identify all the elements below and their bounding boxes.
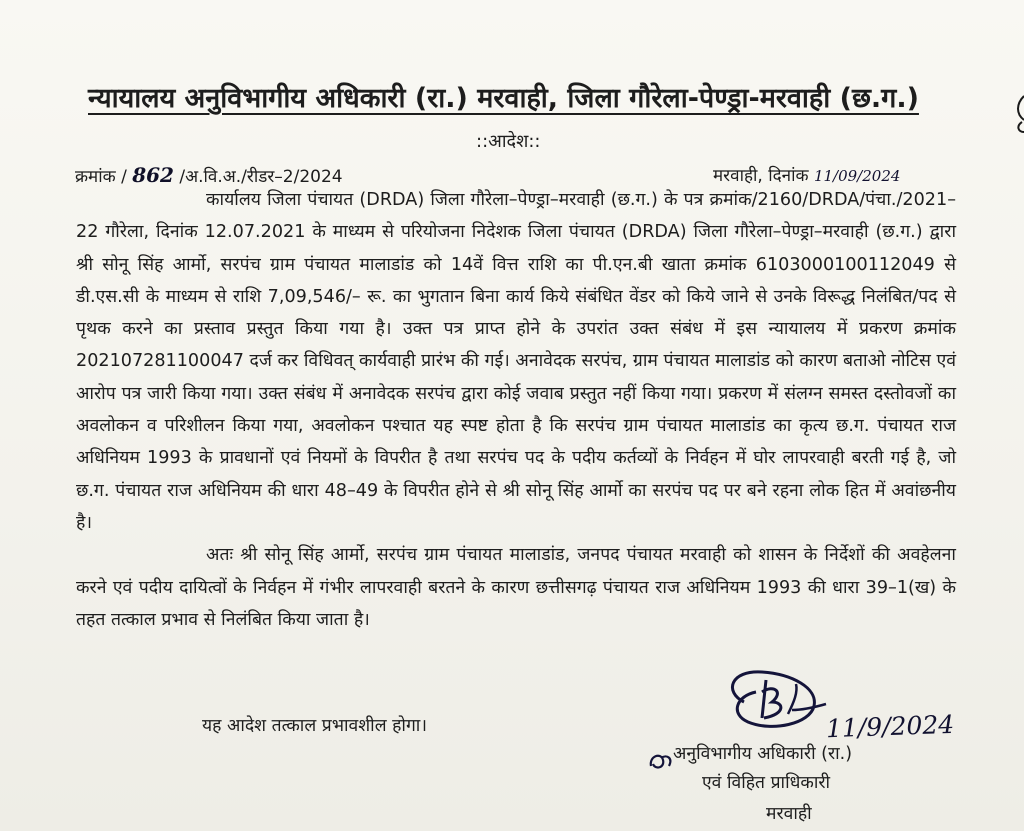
initial-mark [647, 748, 675, 774]
effective-note: यह आदेश तत्काल प्रभावशील होगा। [202, 716, 427, 736]
order-body [76, 184, 956, 636]
place-date-label: मरवाही, दिनांक [713, 166, 809, 186]
signatory-authority: एवं विहित प्राधिकारी [702, 773, 831, 793]
order-paragraph-2: अतः श्री सोनू सिंह आर्मो, सरपंच ग्राम पंचायत मालाडांड, जनपद पंचायत मरवाही को शासन के निर्देशों की अवहेलना करने एवं पदीय दायित्वों के निर्वहन में गंभीर लापरवाही बरतने के कारण छत्तीसगढ़ पंचायत राज अधिनियम 1993 की धारा 39–1(ख) के तहत तत्काल प्रभाव से निलंबित किया जाता है। [76, 545, 956, 630]
reference-suffix: /अ.वि.अ./रीडर–2/2024 [179, 167, 343, 187]
place-date [713, 163, 900, 186]
handwritten-order-date: 11/09/2024 [813, 167, 901, 185]
pen-mark-edge [1012, 94, 1024, 134]
signatory-place: मरवाही [766, 804, 812, 824]
signatory-designation: अनुविभागीय अधिकारी (रा.) [673, 744, 853, 764]
handwritten-order-number: 862 [132, 163, 174, 187]
court-heading: न्यायालय अनुविभागीय अधिकारी (रा.) मरवाही, जिला गौरेला-पेण्ड्रा-मरवाही (छ.ग.) [88, 83, 919, 114]
order-title: ::आदेश:: [476, 131, 541, 152]
signature-date: 11/9/2024 [825, 709, 955, 744]
reference-prefix: क्रमांक / [75, 167, 127, 187]
officer-signature [722, 662, 832, 732]
order-paragraph-1: कार्यालय जिला पंचायत (DRDA) जिला गौरेला–पेण्ड्रा–मरवाही (छ.ग.) के पत्र क्रमांक/2160/DRDA/पंचा./2021–22 गौरेला, दिनांक 12.07.2021 के माध्यम से परियोजना निदेशक जिला पंचायत (DRDA) जिला गौरेला–पेण्ड्रा–मरवाही (छ.ग.) द्वारा श्री सोनू सिंह आर्मो, सरपंच ग्राम पंचायत मालाडांड को 14वें वित्त राशि का पी.एन.बी खाता क्रमांक 6103000100112049 से डी.एस.सी के माध्यम से राशि 7,09,546/– रू. का भुगतान बिना कार्य किये संबंधित वेंडर को किये जाने से उनके विरूद्ध निलंबित/पद से पृथक करने का प्रस्ताव प्रस्तुत किया गया है। उक्त पत्र प्राप्त होने के उपरांत उक्त संबंध में इस न्यायालय में प्रकरण क्रमांक 202107281100047 दर्ज कर विधिवत् कार्यवाही प्रारंभ की गई। अनावेदक सरपंच, ग्राम पंचायत मालाडांड को कारण बताओ नोटिस एवं आरोप पत्र जारी किया गया। उक्त संबंध में अनावेदक सरपंच द्वारा कोई जवाब प्रस्तुत नहीं किया गया। प्रकरण में संलग्न समस्त दस्तोवजों का अवलोकन व परिशीलन किया गया, अवलोकन पश्चात यह स्पष्ट होता है कि सरपंच ग्राम पंचायत मालाडांड का कृत्य छ.ग. पंचायत राज अधिनियम 1993 के प्रावधानों एवं नियमों के विपरीत है तथा सरपंच पद के पदीय कर्तव्यों के निर्वहन में घोर लापरवाही बरती गई है, जो छ.ग. पंचायत राज अधिनियम की धारा 48–49 के विपरीत होने से श्री सोनू सिंह आर्मो का सरपंच पद पर बने रहना लोक हित में अवांछनीय है। [76, 190, 956, 533]
